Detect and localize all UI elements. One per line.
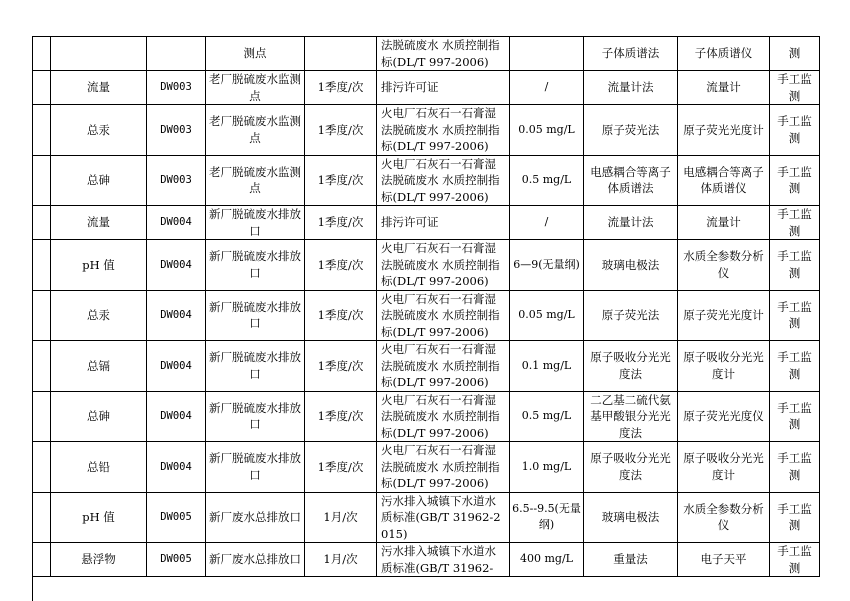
cell-limit: 6—9(无量纲) bbox=[510, 240, 584, 291]
cell-standard: 火电厂石灰石一石膏湿法脱硫废水 水质控制指标(DL/T 997-2006) bbox=[377, 391, 510, 442]
margin-cell bbox=[33, 240, 51, 291]
cell-mode: 手工监测 bbox=[770, 391, 820, 442]
cell-instrument: 流量计 bbox=[678, 71, 770, 105]
cell-instrument: 水质全参数分析仪 bbox=[678, 492, 770, 543]
cell-mode: 手工监测 bbox=[770, 206, 820, 240]
cell-instrument: 电子天平 bbox=[678, 543, 770, 577]
cell-item bbox=[51, 37, 147, 71]
cell-frequency: 1季度/次 bbox=[305, 442, 377, 493]
table-row bbox=[33, 206, 820, 240]
margin-cell bbox=[33, 71, 51, 105]
cell-item: 总铅 bbox=[51, 442, 147, 493]
table-row bbox=[33, 71, 820, 105]
cell-standard: 火电厂石灰石一石膏湿法脱硫废水 水质控制指标(DL/T 997-2006) bbox=[377, 240, 510, 291]
cell-frequency: 1季度/次 bbox=[305, 290, 377, 341]
margin-cell bbox=[33, 341, 51, 392]
cell-frequency: 1月/次 bbox=[305, 492, 377, 543]
cell-limit bbox=[510, 37, 584, 71]
cell-location: 新厂脱硫废水排放口 bbox=[206, 290, 305, 341]
cell-standard: 排污许可证 bbox=[377, 71, 510, 105]
cell-frequency bbox=[305, 37, 377, 71]
cell-instrument: 原子荧光光度计 bbox=[678, 290, 770, 341]
margin-cell bbox=[33, 290, 51, 341]
table-row bbox=[33, 442, 820, 493]
cell-frequency: 1季度/次 bbox=[305, 105, 377, 156]
cell-standard: 法脱硫废水 水质控制指标(DL/T 997-2006) bbox=[377, 37, 510, 71]
cell-code: DW004 bbox=[147, 206, 206, 240]
cell-method: 玻璃电极法 bbox=[584, 492, 678, 543]
cell-limit: / bbox=[510, 206, 584, 240]
cell-code: DW004 bbox=[147, 391, 206, 442]
cell-mode: 手工监测 bbox=[770, 492, 820, 543]
cell-item: 总砷 bbox=[51, 155, 147, 206]
margin-cell bbox=[33, 155, 51, 206]
cell-mode: 手工监测 bbox=[770, 442, 820, 493]
cell-code: DW003 bbox=[147, 71, 206, 105]
cell-instrument: 原子荧光光度仪 bbox=[678, 391, 770, 442]
cell-item: pH 值 bbox=[51, 240, 147, 291]
cell-item: 流量 bbox=[51, 71, 147, 105]
cell-method: 流量计法 bbox=[584, 206, 678, 240]
cell-item: 悬浮物 bbox=[51, 543, 147, 577]
cell-instrument: 子体质谱仪 bbox=[678, 37, 770, 71]
cell-location: 测点 bbox=[206, 37, 305, 71]
cell-method: 原子吸收分光光度法 bbox=[584, 341, 678, 392]
cell-code: DW004 bbox=[147, 290, 206, 341]
cell-limit: 400 mg/L bbox=[510, 543, 584, 577]
cell-code: DW004 bbox=[147, 341, 206, 392]
cell-standard: 火电厂石灰石一石膏湿法脱硫废水 水质控制指标(DL/T 997-2006) bbox=[377, 442, 510, 493]
cell-item: 总汞 bbox=[51, 290, 147, 341]
cell-frequency: 1季度/次 bbox=[305, 341, 377, 392]
margin-cell bbox=[33, 206, 51, 240]
cell-method: 重量法 bbox=[584, 543, 678, 577]
cell-frequency: 1季度/次 bbox=[305, 155, 377, 206]
cell-standard: 污水排入城镇下水道水质标准(GB/T 31962-2015) bbox=[377, 492, 510, 543]
cell-code: DW004 bbox=[147, 442, 206, 493]
margin-cell bbox=[33, 391, 51, 442]
cell-limit: / bbox=[510, 71, 584, 105]
cell-frequency: 1月/次 bbox=[305, 543, 377, 577]
cell-method: 原子荧光法 bbox=[584, 290, 678, 341]
cell-item: 总汞 bbox=[51, 105, 147, 156]
cell-code: DW003 bbox=[147, 155, 206, 206]
cell-frequency: 1季度/次 bbox=[305, 71, 377, 105]
cell-limit: 0.1 mg/L bbox=[510, 341, 584, 392]
cell-standard: 火电厂石灰石一石膏湿法脱硫废水 水质控制指标(DL/T 997-2006) bbox=[377, 341, 510, 392]
cell-instrument: 流量计 bbox=[678, 206, 770, 240]
cell-location: 新厂脱硫废水排放口 bbox=[206, 240, 305, 291]
cell-location: 新厂废水总排放口 bbox=[206, 492, 305, 543]
cell-code: DW005 bbox=[147, 492, 206, 543]
cell-instrument: 原子吸收分光光度计 bbox=[678, 341, 770, 392]
cell-mode: 手工监测 bbox=[770, 240, 820, 291]
cell-mode: 测 bbox=[770, 37, 820, 71]
table-body bbox=[33, 37, 820, 577]
cell-mode: 手工监测 bbox=[770, 155, 820, 206]
cell-standard: 排污许可证 bbox=[377, 206, 510, 240]
margin-cell bbox=[33, 543, 51, 577]
cell-code: DW004 bbox=[147, 240, 206, 291]
cell-limit: 1.0 mg/L bbox=[510, 442, 584, 493]
cell-standard: 火电厂石灰石一石膏湿法脱硫废水 水质控制指标(DL/T 997-2006) bbox=[377, 105, 510, 156]
table-row bbox=[33, 155, 820, 206]
cell-instrument: 水质全参数分析仪 bbox=[678, 240, 770, 291]
table-row bbox=[33, 341, 820, 392]
cell-method: 子体质谱法 bbox=[584, 37, 678, 71]
cell-limit: 6.5--9.5(无量纲) bbox=[510, 492, 584, 543]
cell-code bbox=[147, 37, 206, 71]
cell-limit: 0.05 mg/L bbox=[510, 290, 584, 341]
table-row bbox=[33, 240, 820, 291]
cell-location: 老厂脱硫废水监测点 bbox=[206, 105, 305, 156]
table-row bbox=[33, 492, 820, 543]
cell-location: 新厂脱硫废水排放口 bbox=[206, 442, 305, 493]
cell-mode: 手工监测 bbox=[770, 341, 820, 392]
margin-cell bbox=[33, 105, 51, 156]
cell-method: 二乙基二硫代氨基甲酸银分光光度法 bbox=[584, 391, 678, 442]
table-row bbox=[33, 391, 820, 442]
cell-location: 老厂脱硫废水监测点 bbox=[206, 71, 305, 105]
cell-location: 新厂废水总排放口 bbox=[206, 543, 305, 577]
cell-limit: 0.5 mg/L bbox=[510, 391, 584, 442]
table-row bbox=[33, 105, 820, 156]
cell-limit: 0.5 mg/L bbox=[510, 155, 584, 206]
cell-item: pH 值 bbox=[51, 492, 147, 543]
cell-method: 电感耦合等离子体质谱法 bbox=[584, 155, 678, 206]
cell-location: 新厂脱硫废水排放口 bbox=[206, 206, 305, 240]
margin-cell bbox=[33, 442, 51, 493]
cell-frequency: 1季度/次 bbox=[305, 206, 377, 240]
cell-method: 原子荧光法 bbox=[584, 105, 678, 156]
cell-instrument: 原子吸收分光光度计 bbox=[678, 442, 770, 493]
cell-location: 老厂脱硫废水监测点 bbox=[206, 155, 305, 206]
cell-instrument: 电感耦合等离子体质谱仪 bbox=[678, 155, 770, 206]
cell-code: DW003 bbox=[147, 105, 206, 156]
cell-frequency: 1季度/次 bbox=[305, 391, 377, 442]
cell-standard: 污水排入城镇下水道水质标准(GB/T 31962- bbox=[377, 543, 510, 577]
cell-mode: 手工监测 bbox=[770, 105, 820, 156]
monitoring-table bbox=[32, 36, 820, 577]
cell-method: 玻璃电极法 bbox=[584, 240, 678, 291]
table-row-partial bbox=[33, 37, 820, 71]
cell-code: DW005 bbox=[147, 543, 206, 577]
margin-cell bbox=[33, 37, 51, 71]
cell-frequency: 1季度/次 bbox=[305, 240, 377, 291]
cell-standard: 火电厂石灰石一石膏湿法脱硫废水 水质控制指标(DL/T 997-2006) bbox=[377, 155, 510, 206]
cell-limit: 0.05 mg/L bbox=[510, 105, 584, 156]
cell-mode: 手工监测 bbox=[770, 543, 820, 577]
table-row bbox=[33, 290, 820, 341]
cell-standard: 火电厂石灰石一石膏湿法脱硫废水 水质控制指标(DL/T 997-2006) bbox=[377, 290, 510, 341]
cell-item: 总镉 bbox=[51, 341, 147, 392]
cell-location: 新厂脱硫废水排放口 bbox=[206, 391, 305, 442]
cell-location: 新厂脱硫废水排放口 bbox=[206, 341, 305, 392]
cell-item: 总砷 bbox=[51, 391, 147, 442]
cell-method: 原子吸收分光光度法 bbox=[584, 442, 678, 493]
cell-mode: 手工监测 bbox=[770, 71, 820, 105]
cell-item: 流量 bbox=[51, 206, 147, 240]
cell-mode: 手工监测 bbox=[770, 290, 820, 341]
cell-instrument: 原子荧光光度计 bbox=[678, 105, 770, 156]
table-row bbox=[33, 543, 820, 577]
cell-method: 流量计法 bbox=[584, 71, 678, 105]
margin-cell bbox=[33, 492, 51, 543]
